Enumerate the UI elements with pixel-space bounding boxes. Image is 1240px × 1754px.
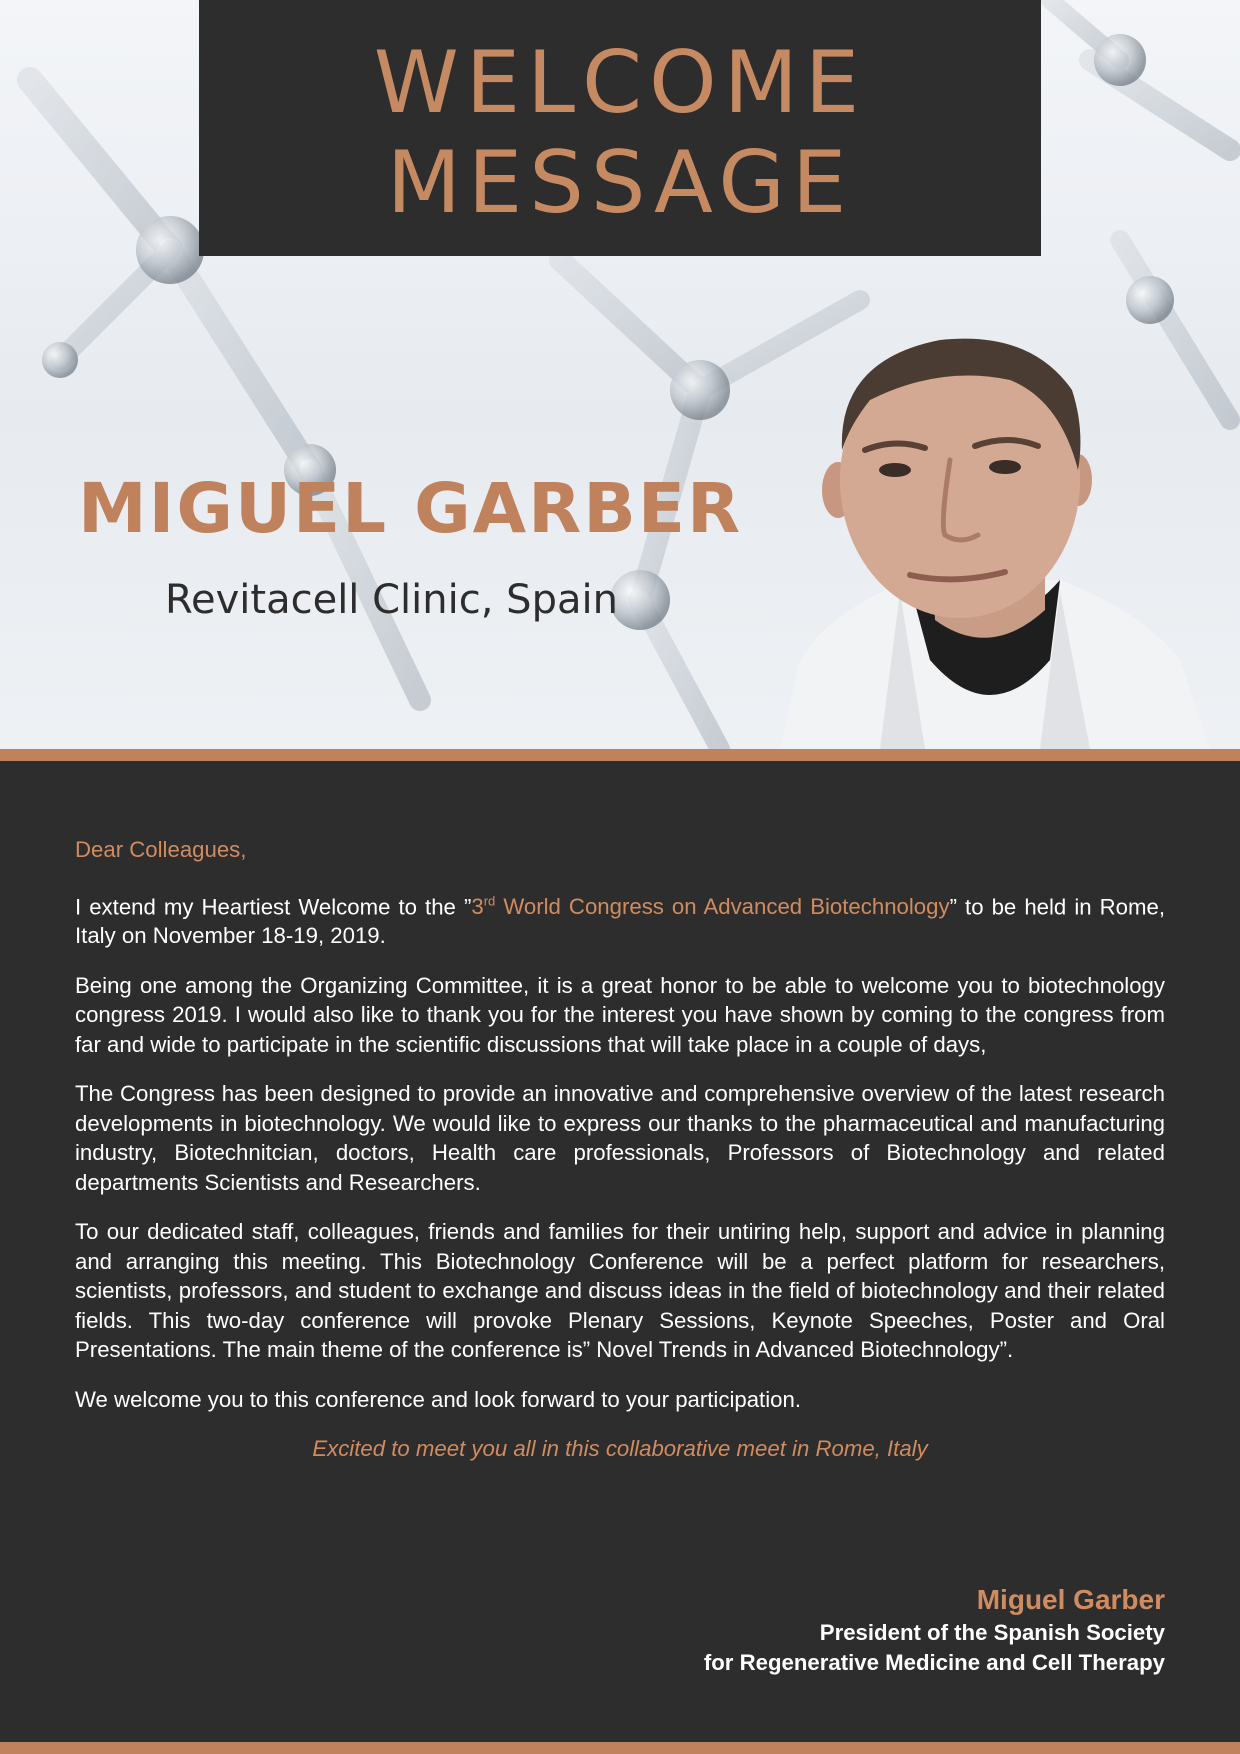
paragraph-4: To our dedicated staff, colleagues, friends and families for their untiring help, support and advice in planning and arranging this meeting. This Biotechnology Conference will be a perfect platform for researchers, scientists, professors, and student to exchange and discuss ideas in the field of biotechnology and their related fields. This two-day conference will provoke Plenary Sessions, Keynote Speeches, Poster and Oral Presentations. The main theme of the conference is” Novel Trends in Advanced Biotechnology”. — [75, 1219, 1165, 1363]
footer-accent-bar — [0, 1742, 1240, 1754]
congress-ordinal-suffix: rd — [483, 893, 496, 909]
paragraph-1 — [75, 887, 1165, 951]
title-banner — [199, 0, 1041, 256]
accent-divider — [0, 749, 1240, 761]
congress-name — [471, 894, 949, 919]
p1-after: ” to be held in Rome, Italy on November 18-19, 2019. — [75, 893, 1166, 949]
title-welcome: WELCOME — [373, 33, 867, 133]
paragraph-5: We welcome you to this conference and look forward to your participation. — [75, 1386, 801, 1412]
signature-title-1: President of the Spanish Society — [819, 1620, 1165, 1645]
greeting: Dear Colleagues, — [75, 837, 247, 862]
welcome-letter — [75, 835, 1165, 1464]
speaker-portrait — [760, 330, 1220, 749]
paragraph-2: Being one among the Organizing Committee, it is a great honor to be able to welcome you to biotechnology congress 2019. I would also like to thank you for the interest you have shown by coming to the congress from far and wide to participate in the scientific discussions that will take place in a couple of days, — [75, 972, 1165, 1057]
title-message: MESSAGE — [386, 133, 854, 233]
paragraph-3: The Congress has been designed to provide an innovative and comprehensive overview of the latest research developments in biotechnology. We would like to express our thanks to the pharmaceutical and manufacturing industry, Biotechnitcian, doctors, Health care professionals, Professors of Biotechnology and related departments Scientists and Researchers. — [75, 1081, 1165, 1195]
speaker-affiliation: Revitacell Clinic, Spain — [165, 577, 618, 623]
closing-line: Excited to meet you all in this collaborative meet in Rome, Italy — [312, 1436, 928, 1462]
signature-title-2: for Regenerative Medicine and Cell Therapy — [703, 1650, 1165, 1675]
speaker-name: MIGUEL GARBER — [78, 469, 743, 549]
header-hero — [0, 0, 1240, 749]
p1-before: I extend my Heartiest Welcome to the ” — [75, 893, 472, 919]
congress-title: World Congress on Advanced Biotechnology — [495, 893, 950, 919]
signature-block — [704, 1582, 1165, 1678]
congress-ordinal: 3 — [471, 893, 484, 919]
signature-name: Miguel Garber — [976, 1584, 1165, 1615]
